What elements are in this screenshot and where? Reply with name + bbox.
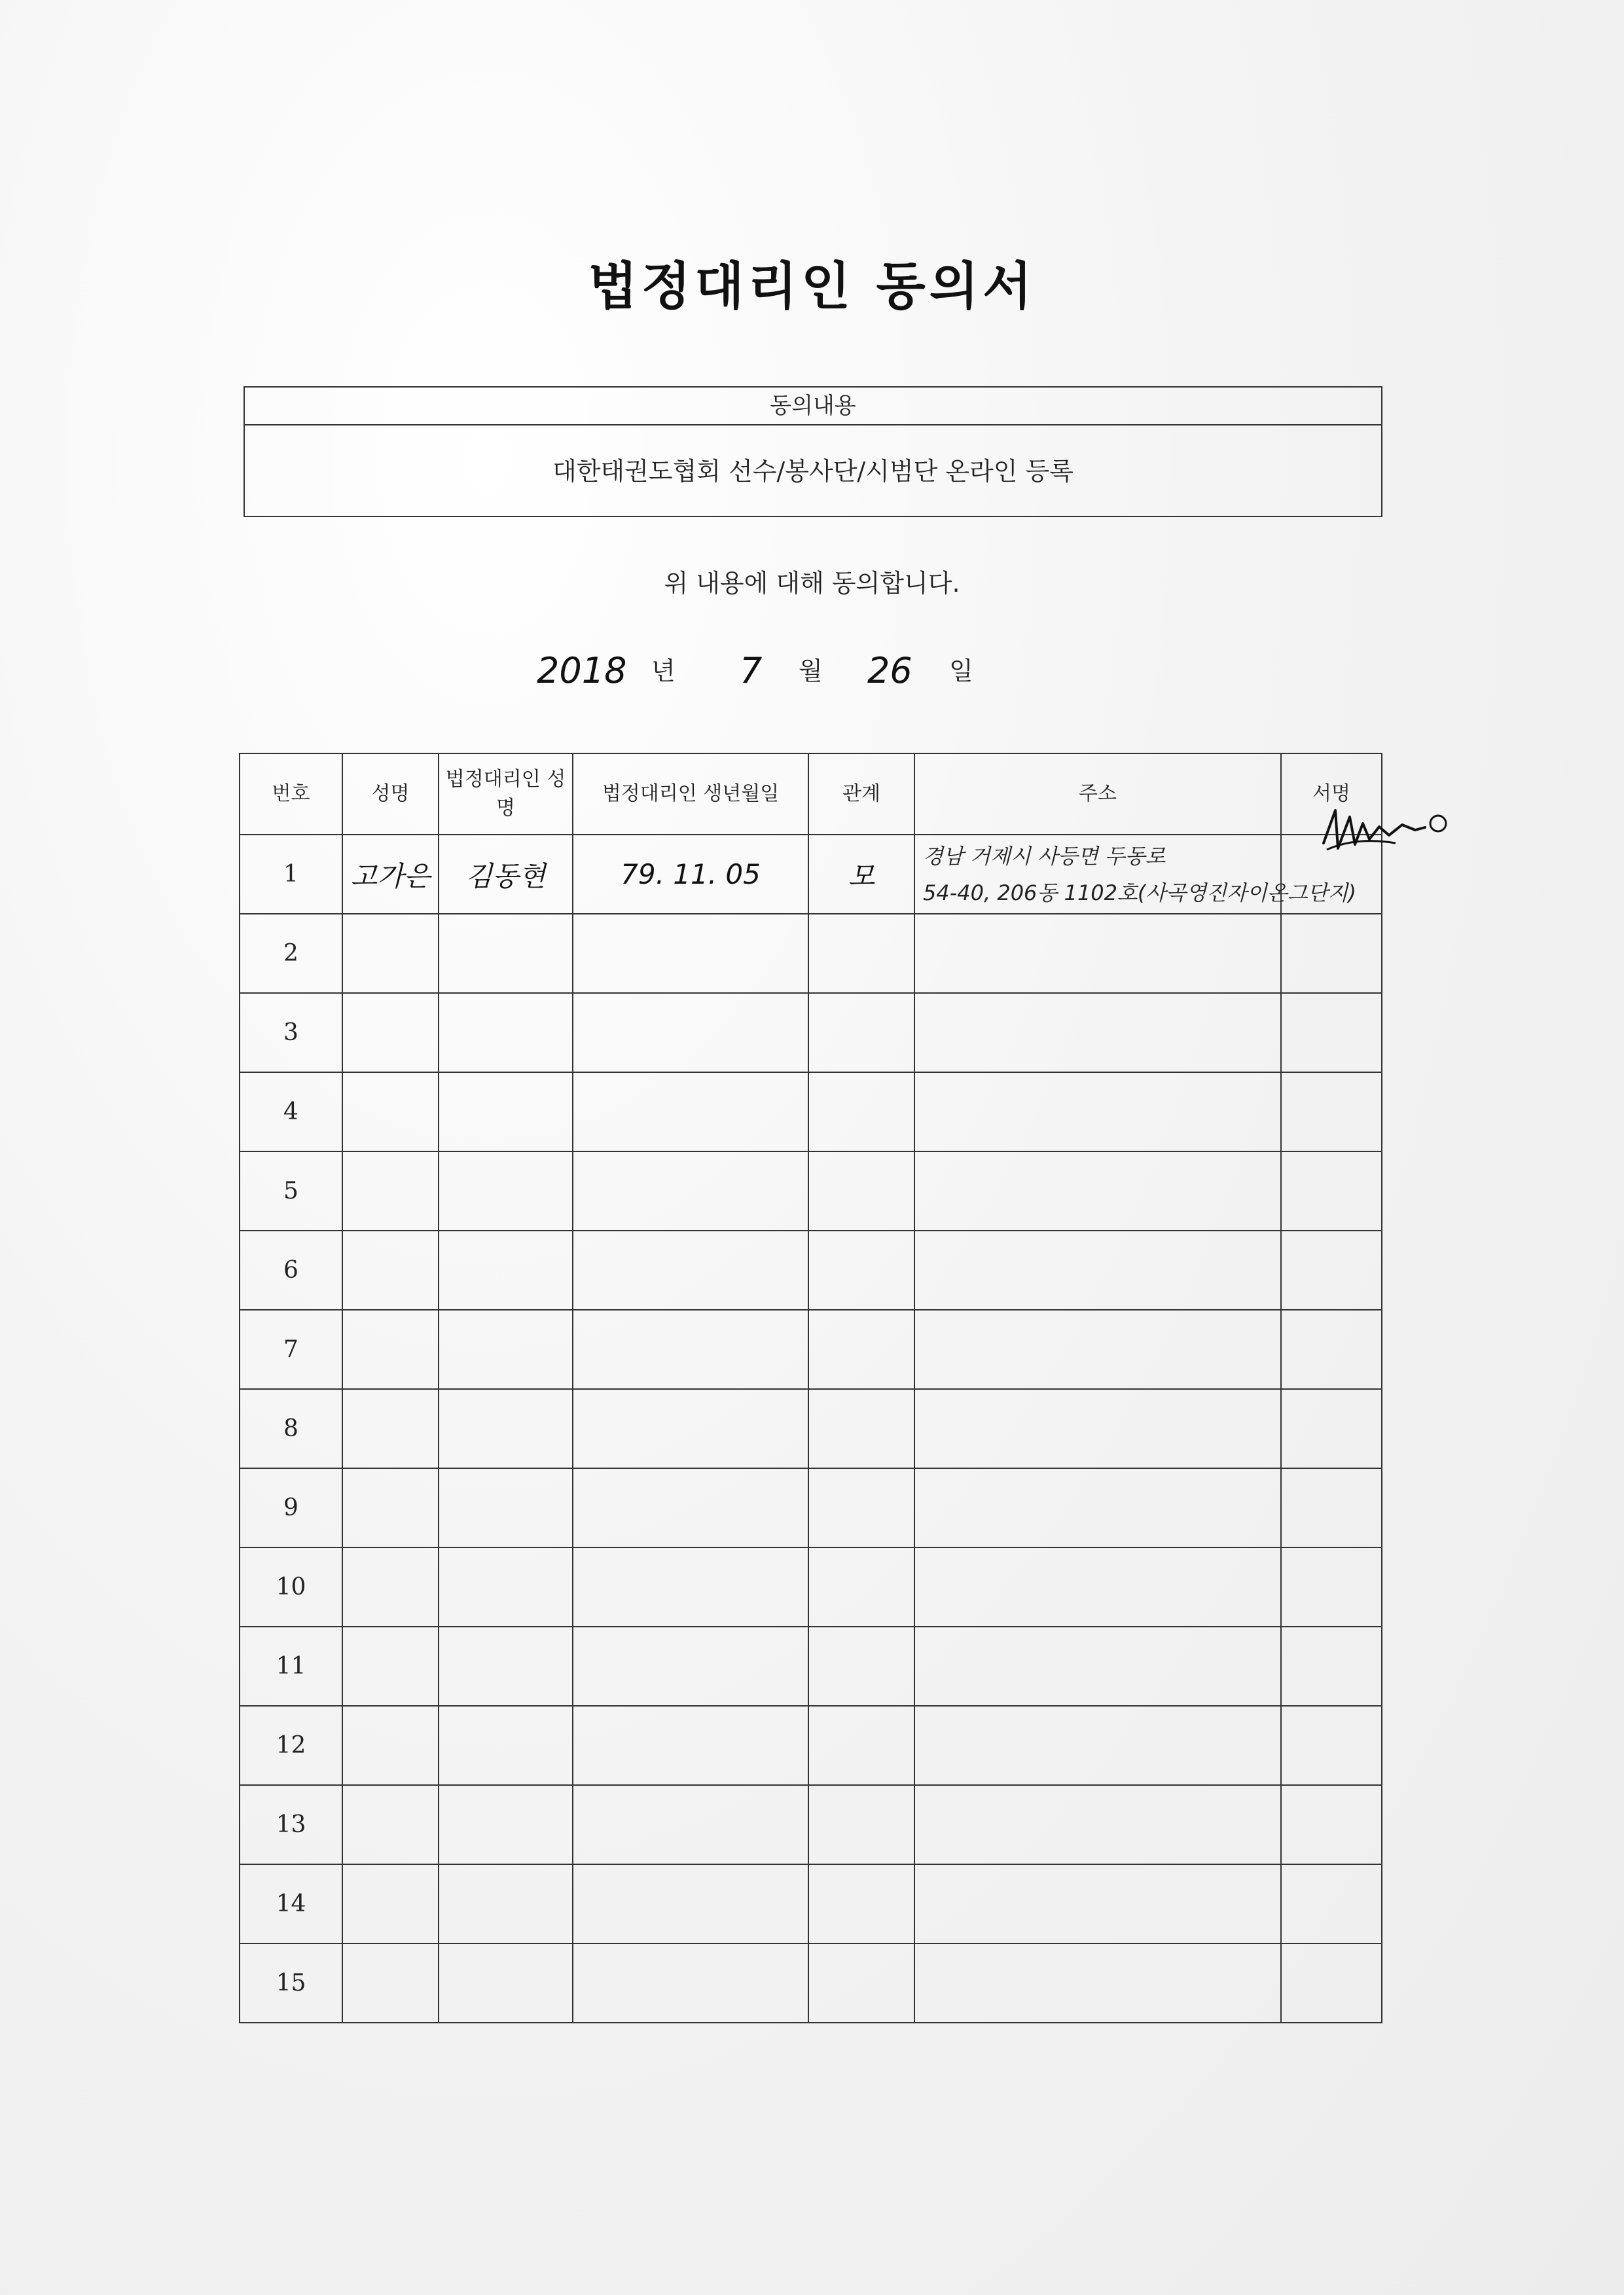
relation: 모	[808, 835, 914, 914]
table-row	[240, 1627, 1382, 1706]
address	[914, 835, 1356, 914]
table-row	[240, 1706, 1382, 1785]
consent-box	[244, 386, 1382, 517]
page-title: 법정대리인 동의서	[588, 257, 1036, 316]
agree-statement: 위 내용에 대해 동의합니다.	[664, 569, 960, 598]
row-number: 14	[240, 1864, 342, 1943]
registration-table	[239, 753, 1382, 2023]
date-day-label: 일	[949, 657, 973, 685]
row-number: 11	[240, 1627, 342, 1706]
row-number: 1	[240, 835, 342, 914]
guardian-name: 김동현	[439, 835, 573, 914]
date-year-label: 년	[651, 657, 676, 685]
row-number: 6	[240, 1231, 342, 1310]
date-month: 7	[740, 650, 763, 691]
table-row	[240, 1231, 1382, 1310]
consent-header: 동의내용	[245, 388, 1381, 425]
date-month-label: 월	[799, 657, 823, 685]
date-day: 26	[867, 650, 912, 691]
table-row	[240, 1151, 1382, 1231]
row-number: 15	[240, 1943, 342, 2023]
row-number: 9	[240, 1468, 342, 1547]
col-header-relation: 관계	[808, 753, 914, 835]
athlete-name: 고가은	[342, 835, 439, 914]
table-row	[240, 1943, 1382, 2023]
consent-content: 대한태권도협회 선수/봉사단/시범단 온라인 등록	[552, 457, 1074, 486]
date-year: 2018	[537, 650, 627, 691]
table-row	[240, 1389, 1382, 1468]
col-header-signature: 서명	[1281, 753, 1382, 835]
table-row	[240, 1310, 1382, 1389]
row-number: 5	[240, 1151, 342, 1231]
col-header-guardian-birth: 법정대리인 생년월일	[573, 753, 808, 835]
table-row	[240, 1072, 1382, 1151]
table-row	[240, 835, 1382, 914]
table-row	[240, 1547, 1382, 1627]
address-line-1: 경남 거제시 사등면 두동로	[923, 843, 1166, 869]
row-number: 3	[240, 993, 342, 1072]
row-number: 13	[240, 1785, 342, 1864]
table-row	[240, 993, 1382, 1072]
table-row	[240, 1785, 1382, 1864]
col-header-number: 번호	[240, 753, 342, 835]
date-row	[537, 645, 1126, 697]
handwritten-signature	[1317, 797, 1454, 869]
col-header-guardian-name: 법정대리인 성명	[439, 753, 573, 835]
row-number: 4	[240, 1072, 342, 1151]
table-row	[240, 914, 1382, 993]
col-header-address: 주소	[914, 753, 1281, 835]
row-number: 7	[240, 1310, 342, 1389]
col-header-name: 성명	[342, 753, 439, 835]
address-line-2: 54-40, 206동 1102호(사곡영진자이온그단지)	[923, 880, 1356, 905]
row-number: 2	[240, 914, 342, 993]
row-number: 10	[240, 1547, 342, 1627]
table-header-row	[240, 753, 1382, 835]
table-row	[240, 1864, 1382, 1943]
table-row	[240, 1468, 1382, 1547]
guardian-birth: 79. 11. 05	[573, 835, 808, 914]
row-number: 12	[240, 1706, 342, 1785]
row-number: 8	[240, 1389, 342, 1468]
